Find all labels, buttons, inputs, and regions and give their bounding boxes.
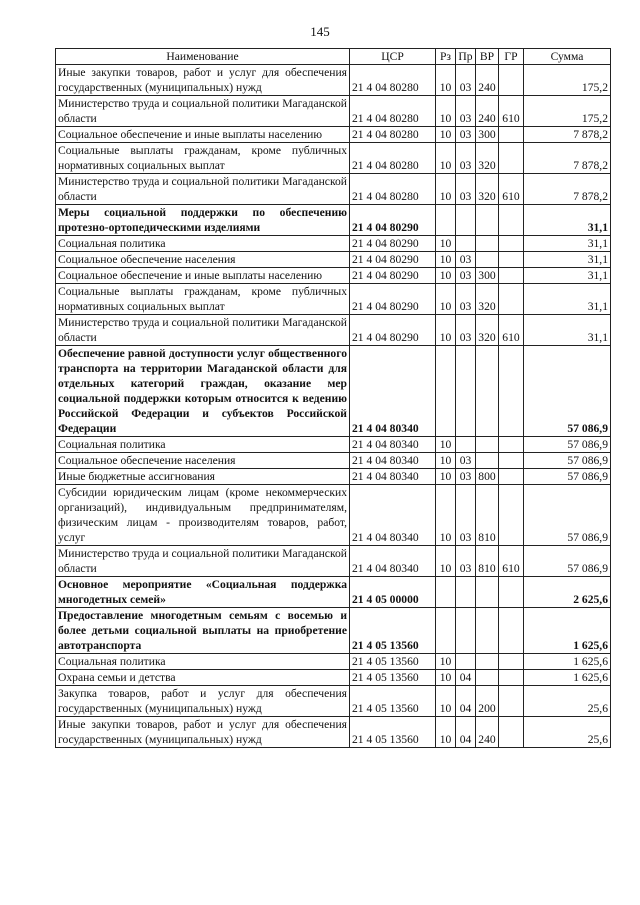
table-row	[56, 546, 611, 577]
cell-gr	[499, 485, 524, 546]
cell-csr: 21 4 04 80290	[350, 252, 436, 268]
cell-name: Социальное обеспечение и иные выплаты населению	[56, 127, 350, 143]
cell-gr	[499, 453, 524, 469]
cell-gr	[499, 670, 524, 686]
table-row	[56, 577, 611, 608]
cell-vr: 320	[476, 284, 499, 315]
table-row	[56, 469, 611, 485]
cell-sum: 31,1	[524, 205, 611, 236]
cell-gr	[499, 268, 524, 284]
cell-csr: 21 4 04 80340	[350, 437, 436, 453]
table-row	[56, 485, 611, 546]
cell-csr: 21 4 04 80280	[350, 143, 436, 174]
header-sum: Сумма	[524, 49, 611, 65]
budget-table	[55, 48, 611, 748]
cell-name: Обеспечение равной доступности услуг общественного транспорта на территории Магаданской области для отдельных категорий граждан, оказание мер социальной поддержки которым относится к ведению Российской Федерации и субъектов Российской Федерации	[56, 346, 350, 437]
cell-vr: 320	[476, 174, 499, 205]
page-number: 145	[310, 24, 330, 39]
cell-csr: 21 4 04 80290	[350, 284, 436, 315]
cell-csr: 21 4 05 13560	[350, 686, 436, 717]
cell-pr: 03	[456, 96, 476, 127]
cell-csr: 21 4 04 80280	[350, 65, 436, 96]
cell-sum: 57 086,9	[524, 453, 611, 469]
cell-pr: 03	[456, 485, 476, 546]
cell-name: Основное мероприятие «Социальная поддержка многодетных семей»	[56, 577, 350, 608]
cell-pr	[456, 236, 476, 252]
cell-vr: 300	[476, 127, 499, 143]
cell-vr	[476, 670, 499, 686]
cell-pr: 03	[456, 143, 476, 174]
cell-name: Министерство труда и социальной политики Магаданской области	[56, 96, 350, 127]
cell-csr: 21 4 04 80340	[350, 485, 436, 546]
cell-csr: 21 4 05 13560	[350, 654, 436, 670]
cell-sum: 31,1	[524, 315, 611, 346]
cell-sum: 7 878,2	[524, 143, 611, 174]
cell-csr: 21 4 04 80280	[350, 96, 436, 127]
cell-pr: 04	[456, 670, 476, 686]
cell-gr	[499, 686, 524, 717]
cell-pr	[456, 577, 476, 608]
table-row	[56, 346, 611, 437]
cell-vr	[476, 437, 499, 453]
cell-name: Социальная политика	[56, 654, 350, 670]
cell-gr	[499, 284, 524, 315]
header-vr: ВР	[476, 49, 499, 65]
cell-sum: 7 878,2	[524, 174, 611, 205]
cell-sum: 1 625,6	[524, 608, 611, 654]
cell-gr	[499, 577, 524, 608]
cell-rz: 10	[436, 65, 456, 96]
cell-pr: 03	[456, 469, 476, 485]
cell-gr	[499, 717, 524, 748]
cell-csr: 21 4 05 13560	[350, 670, 436, 686]
cell-pr: 04	[456, 717, 476, 748]
cell-pr: 03	[456, 453, 476, 469]
cell-vr: 300	[476, 268, 499, 284]
cell-gr	[499, 65, 524, 96]
cell-sum: 25,6	[524, 686, 611, 717]
cell-rz: 10	[436, 127, 456, 143]
cell-vr: 320	[476, 143, 499, 174]
table-row	[56, 670, 611, 686]
cell-name: Социальные выплаты гражданам, кроме публичных нормативных социальных выплат	[56, 284, 350, 315]
cell-sum: 57 086,9	[524, 437, 611, 453]
cell-pr: 03	[456, 174, 476, 205]
cell-sum: 1 625,6	[524, 654, 611, 670]
table-row	[56, 236, 611, 252]
cell-csr: 21 4 04 80280	[350, 127, 436, 143]
cell-name: Субсидии юридическим лицам (кроме некоммерческих организаций), индивидуальным предпринимателям, физическим лицам - производителям товаров, работ, услуг	[56, 485, 350, 546]
cell-csr: 21 4 05 13560	[350, 608, 436, 654]
cell-vr	[476, 453, 499, 469]
cell-gr: 610	[499, 174, 524, 205]
cell-csr: 21 4 04 80290	[350, 315, 436, 346]
cell-pr: 03	[456, 284, 476, 315]
cell-pr: 03	[456, 268, 476, 284]
cell-vr: 200	[476, 686, 499, 717]
table-row	[56, 174, 611, 205]
cell-gr	[499, 143, 524, 174]
cell-gr	[499, 252, 524, 268]
cell-rz: 10	[436, 96, 456, 127]
cell-csr: 21 4 04 80340	[350, 546, 436, 577]
cell-rz: 10	[436, 174, 456, 205]
cell-pr	[456, 654, 476, 670]
cell-name: Иные закупки товаров, работ и услуг для обеспечения государственных (муниципальных) нужд	[56, 65, 350, 96]
cell-pr: 03	[456, 127, 476, 143]
cell-sum: 25,6	[524, 717, 611, 748]
cell-name: Иные бюджетные ассигнования	[56, 469, 350, 485]
cell-pr: 04	[456, 686, 476, 717]
cell-rz: 10	[436, 546, 456, 577]
cell-vr: 810	[476, 485, 499, 546]
cell-vr: 810	[476, 546, 499, 577]
table-row	[56, 252, 611, 268]
cell-name: Закупка товаров, работ и услуг для обеспечения государственных (муниципальных) нужд	[56, 686, 350, 717]
cell-sum: 57 086,9	[524, 546, 611, 577]
table-row	[56, 315, 611, 346]
table-header-row	[56, 49, 611, 65]
cell-rz: 10	[436, 143, 456, 174]
table-row	[56, 268, 611, 284]
table-row	[56, 65, 611, 96]
cell-pr	[456, 346, 476, 437]
cell-sum: 175,2	[524, 96, 611, 127]
cell-name: Предоставление многодетным семьям с восемью и более детьми социальной выплаты на приобретение автотранспорта	[56, 608, 350, 654]
cell-pr: 03	[456, 65, 476, 96]
cell-rz: 10	[436, 437, 456, 453]
table-row	[56, 205, 611, 236]
cell-gr	[499, 437, 524, 453]
cell-sum: 57 086,9	[524, 469, 611, 485]
header-pr: Пр	[456, 49, 476, 65]
cell-rz: 10	[436, 315, 456, 346]
cell-gr	[499, 469, 524, 485]
cell-rz: 10	[436, 284, 456, 315]
cell-csr: 21 4 04 80340	[350, 346, 436, 437]
cell-pr	[456, 437, 476, 453]
cell-name: Социальные выплаты гражданам, кроме публичных нормативных социальных выплат	[56, 143, 350, 174]
cell-name: Социальное обеспечение населения	[56, 252, 350, 268]
cell-sum: 175,2	[524, 65, 611, 96]
cell-sum: 57 086,9	[524, 346, 611, 437]
cell-csr: 21 4 05 00000	[350, 577, 436, 608]
cell-gr	[499, 608, 524, 654]
cell-vr	[476, 654, 499, 670]
cell-gr	[499, 346, 524, 437]
cell-rz: 10	[436, 654, 456, 670]
cell-sum: 31,1	[524, 252, 611, 268]
cell-vr: 800	[476, 469, 499, 485]
cell-name: Охрана семьи и детства	[56, 670, 350, 686]
cell-rz: 10	[436, 686, 456, 717]
cell-rz: 10	[436, 485, 456, 546]
table-row	[56, 437, 611, 453]
cell-gr: 610	[499, 315, 524, 346]
cell-name: Министерство труда и социальной политики Магаданской области	[56, 174, 350, 205]
cell-name: Социальное обеспечение населения	[56, 453, 350, 469]
cell-csr: 21 4 04 80290	[350, 205, 436, 236]
header-gr: ГР	[499, 49, 524, 65]
cell-gr	[499, 236, 524, 252]
table-row	[56, 96, 611, 127]
cell-sum: 2 625,6	[524, 577, 611, 608]
cell-vr	[476, 346, 499, 437]
header-csr: ЦСР	[350, 49, 436, 65]
cell-pr: 03	[456, 315, 476, 346]
cell-name: Социальная политика	[56, 437, 350, 453]
cell-csr: 21 4 04 80280	[350, 174, 436, 205]
header-name: Наименование	[56, 49, 350, 65]
table-row	[56, 717, 611, 748]
cell-csr: 21 4 05 13560	[350, 717, 436, 748]
cell-csr: 21 4 04 80290	[350, 236, 436, 252]
cell-gr	[499, 205, 524, 236]
cell-gr: 610	[499, 546, 524, 577]
cell-vr	[476, 205, 499, 236]
cell-sum: 57 086,9	[524, 485, 611, 546]
cell-csr: 21 4 04 80340	[350, 469, 436, 485]
cell-vr	[476, 236, 499, 252]
cell-pr	[456, 205, 476, 236]
cell-vr	[476, 252, 499, 268]
cell-name: Иные закупки товаров, работ и услуг для обеспечения государственных (муниципальных) нужд	[56, 717, 350, 748]
cell-name: Меры социальной поддержки по обеспечению протезно-ортопедическими изделиями	[56, 205, 350, 236]
cell-pr: 03	[456, 546, 476, 577]
cell-rz	[436, 205, 456, 236]
table-row	[56, 686, 611, 717]
cell-name: Министерство труда и социальной политики Магаданской области	[56, 546, 350, 577]
cell-vr: 240	[476, 96, 499, 127]
cell-pr: 03	[456, 252, 476, 268]
cell-sum: 31,1	[524, 284, 611, 315]
cell-vr: 320	[476, 315, 499, 346]
table-row	[56, 284, 611, 315]
cell-vr	[476, 577, 499, 608]
cell-rz	[436, 346, 456, 437]
table-row	[56, 143, 611, 174]
cell-rz	[436, 577, 456, 608]
cell-sum: 31,1	[524, 236, 611, 252]
cell-gr	[499, 127, 524, 143]
cell-vr: 240	[476, 65, 499, 96]
cell-rz: 10	[436, 236, 456, 252]
cell-name: Социальное обеспечение и иные выплаты населению	[56, 268, 350, 284]
cell-name: Социальная политика	[56, 236, 350, 252]
table-row	[56, 608, 611, 654]
cell-sum: 7 878,2	[524, 127, 611, 143]
table-row	[56, 127, 611, 143]
cell-name: Министерство труда и социальной политики Магаданской области	[56, 315, 350, 346]
cell-csr: 21 4 04 80290	[350, 268, 436, 284]
cell-rz: 10	[436, 268, 456, 284]
cell-sum: 31,1	[524, 268, 611, 284]
cell-vr: 240	[476, 717, 499, 748]
cell-vr	[476, 608, 499, 654]
table-body	[56, 65, 611, 748]
table-row	[56, 654, 611, 670]
header-rz: Рз	[436, 49, 456, 65]
cell-rz: 10	[436, 670, 456, 686]
cell-rz: 10	[436, 252, 456, 268]
cell-pr	[456, 608, 476, 654]
cell-rz: 10	[436, 717, 456, 748]
cell-rz	[436, 608, 456, 654]
table-row	[56, 453, 611, 469]
cell-csr: 21 4 04 80340	[350, 453, 436, 469]
cell-gr	[499, 654, 524, 670]
cell-sum: 1 625,6	[524, 670, 611, 686]
cell-gr: 610	[499, 96, 524, 127]
cell-rz: 10	[436, 469, 456, 485]
cell-rz: 10	[436, 453, 456, 469]
